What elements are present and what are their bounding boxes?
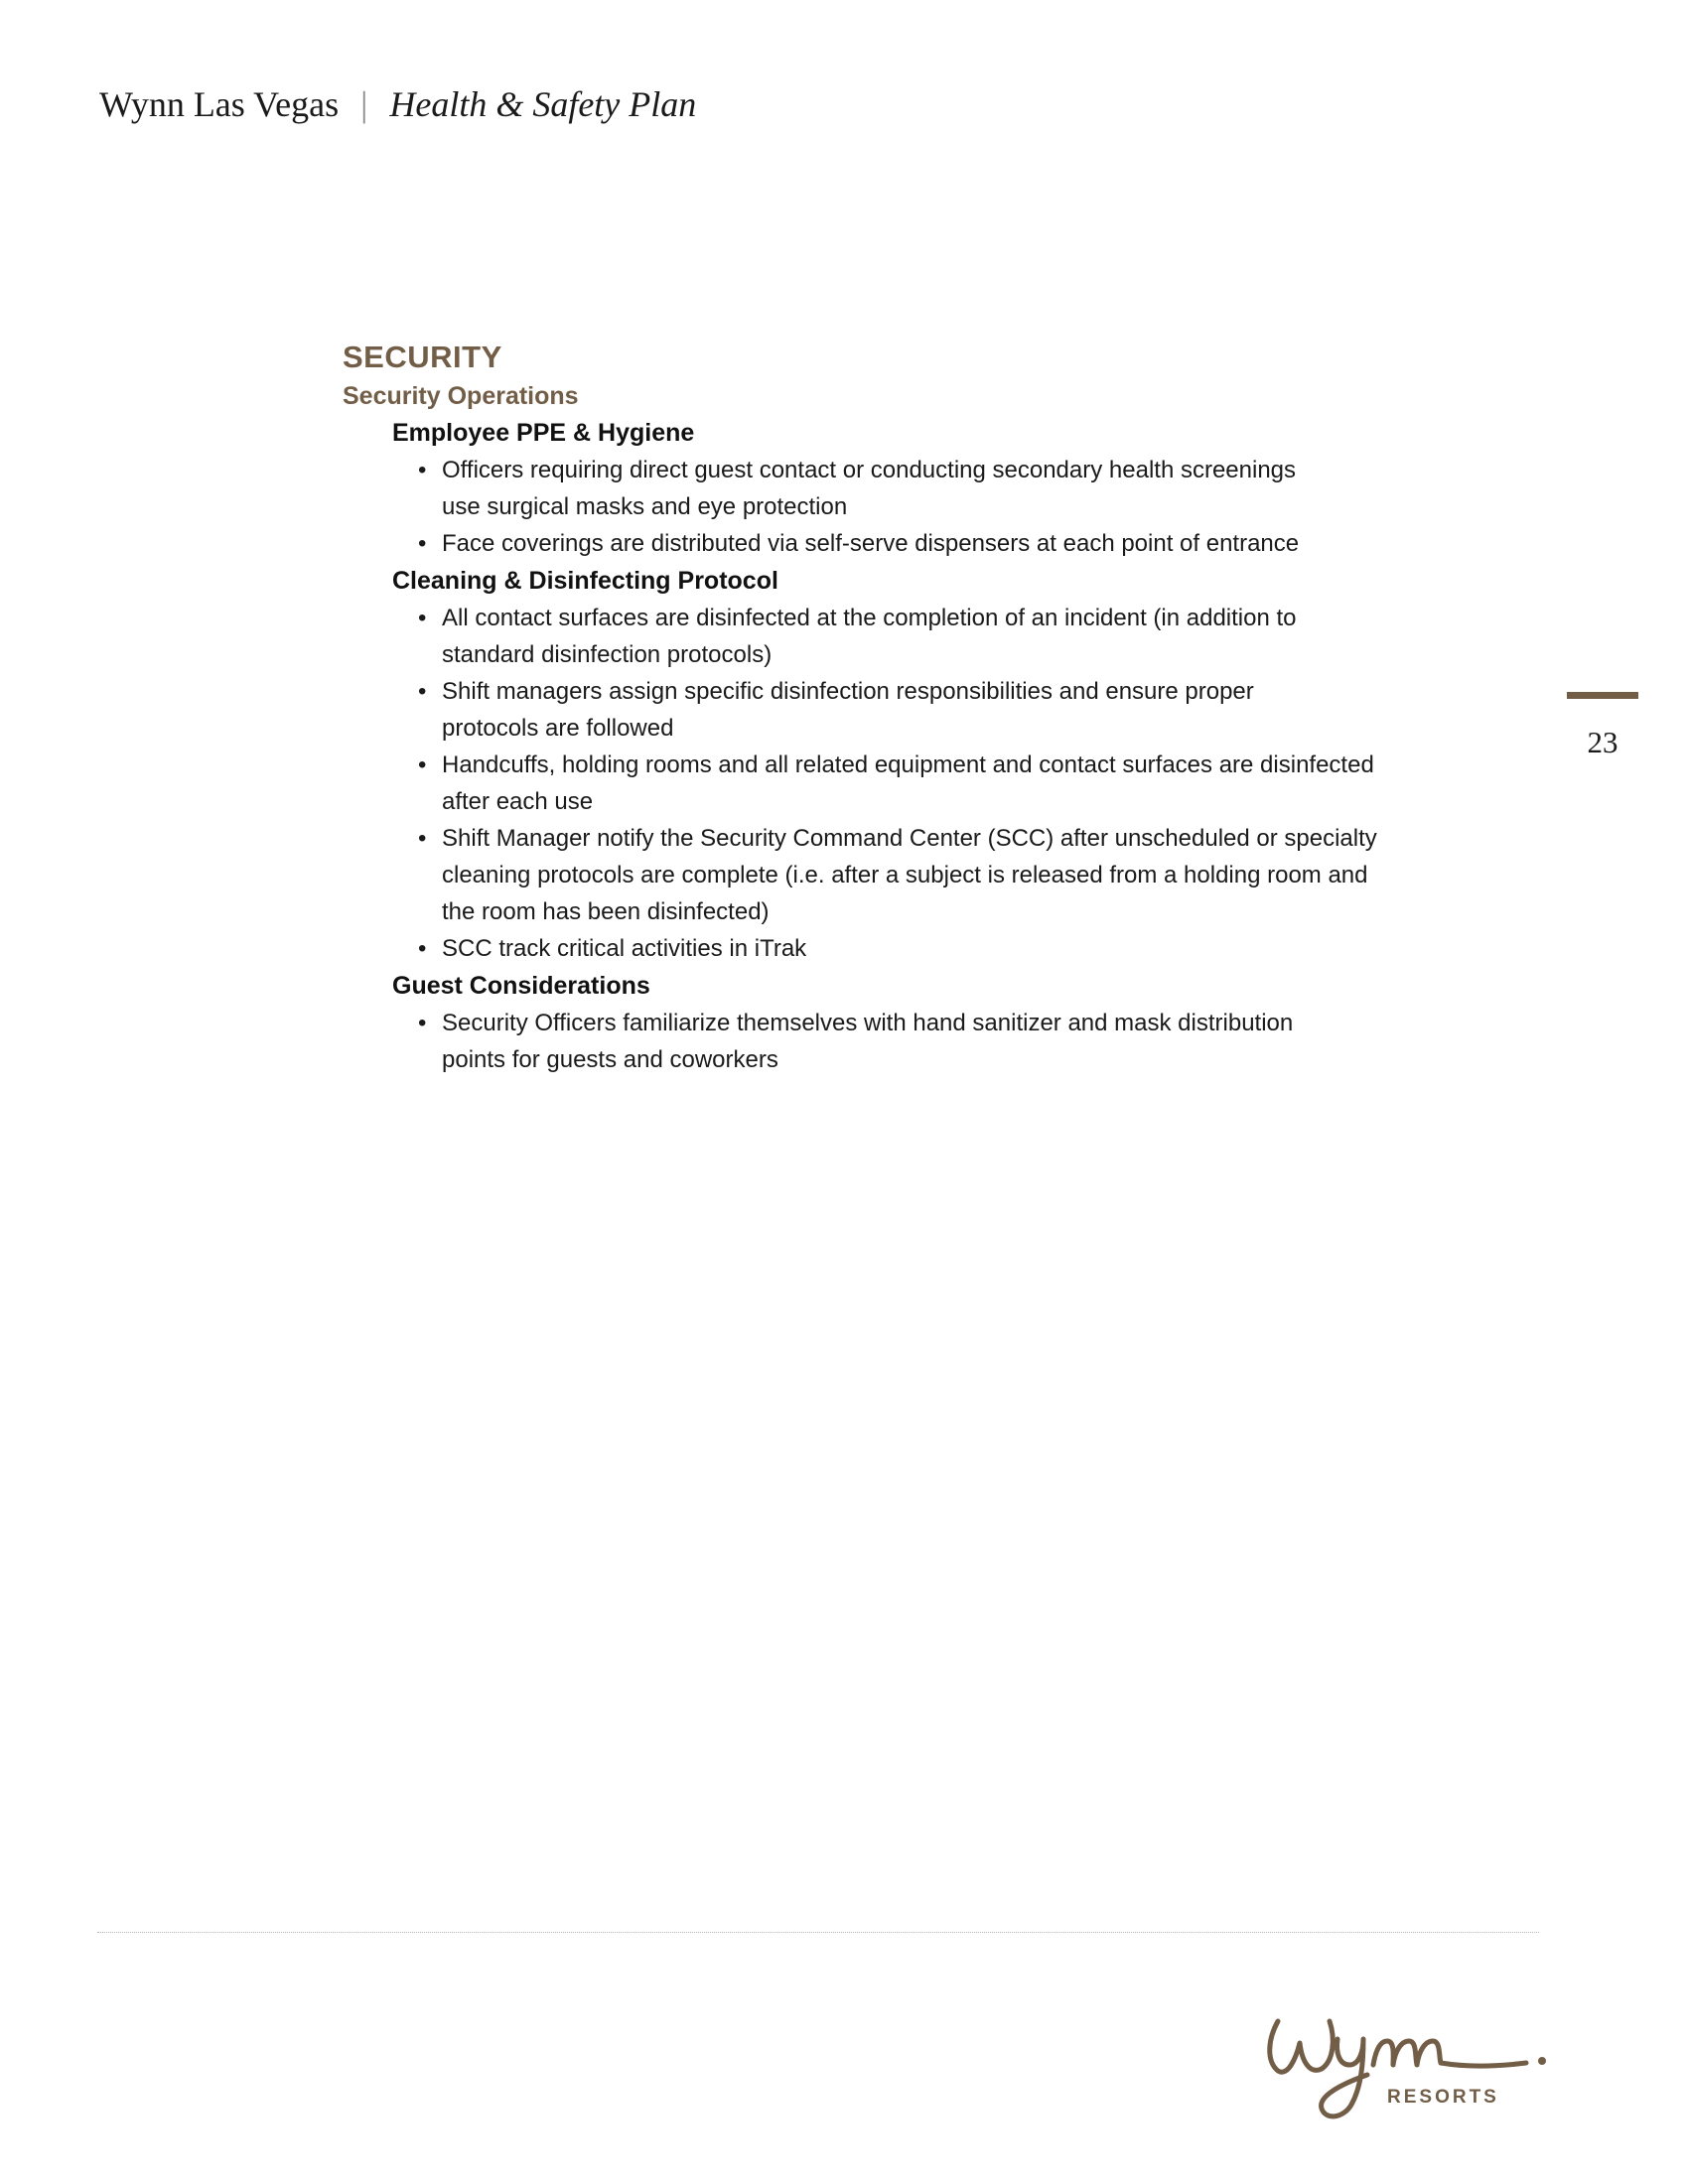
list-item xyxy=(442,930,1494,967)
list-item-line: Shift Manager notify the Security Command Center (SCC) after unscheduled or specialty xyxy=(442,825,1377,852)
section-title: SECURITY xyxy=(343,340,502,374)
wynn-resorts-logo xyxy=(1256,1987,1554,2126)
bullet-list xyxy=(392,452,1494,562)
page-number-rule xyxy=(1567,692,1638,699)
list-item xyxy=(442,1005,1494,1078)
list-item-line: SCC track critical activities in iTrak xyxy=(442,935,807,962)
group-title: Guest Considerations xyxy=(392,972,650,1000)
list-item-line: points for guests and coworkers xyxy=(442,1046,778,1073)
list-item-line: use surgical masks and eye protection xyxy=(442,493,848,520)
footer-divider xyxy=(97,1932,1539,1933)
list-item-line: the room has been disinfected) xyxy=(442,898,770,925)
list-item-line: after each use xyxy=(442,788,594,815)
list-item-line: Officers requiring direct guest contact or conducting secondary health screenings xyxy=(442,457,1297,483)
list-item-line: Face coverings are distributed via self-serve dispensers at each point of entrance xyxy=(442,530,1300,557)
page-header xyxy=(99,83,696,125)
group-employee-ppe xyxy=(392,414,1494,562)
group-cleaning-protocol xyxy=(392,562,1494,967)
list-item-line: Shift managers assign specific disinfection responsibilities and ensure proper xyxy=(442,678,1254,705)
header-separator: | xyxy=(360,84,368,124)
list-item-line: All contact surfaces are disinfected at the completion of an incident (in addition to xyxy=(442,605,1297,631)
list-item xyxy=(442,600,1494,673)
header-title: Wynn Las Vegas xyxy=(99,84,340,124)
section-subtitle: Security Operations xyxy=(343,382,579,410)
list-item xyxy=(442,673,1494,747)
list-item xyxy=(442,525,1494,562)
list-item xyxy=(442,747,1494,820)
group-title: Cleaning & Disinfecting Protocol xyxy=(392,567,778,595)
list-item-line: cleaning protocols are complete (i.e. after a subject is released from a holding room and xyxy=(442,862,1368,888)
list-item xyxy=(442,820,1494,930)
group-guest-considerations xyxy=(392,967,1494,1078)
list-item-line: protocols are followed xyxy=(442,715,674,742)
header-subtitle: Health & Safety Plan xyxy=(389,84,697,124)
logo-tagline: RESORTS xyxy=(1387,2087,1499,2108)
group-title: Employee PPE & Hygiene xyxy=(392,419,695,447)
list-item-line: Handcuffs, holding rooms and all related equipment and contact surfaces are disinfected xyxy=(442,751,1374,778)
bullet-list xyxy=(392,1005,1494,1078)
bullet-list xyxy=(392,600,1494,967)
main-content xyxy=(343,337,1494,1078)
page-number: 23 xyxy=(1587,725,1618,759)
list-item xyxy=(442,452,1494,525)
list-item-line: Security Officers familiarize themselves with hand sanitizer and mask distribution xyxy=(442,1010,1294,1036)
list-item-line: standard disinfection protocols) xyxy=(442,641,773,668)
